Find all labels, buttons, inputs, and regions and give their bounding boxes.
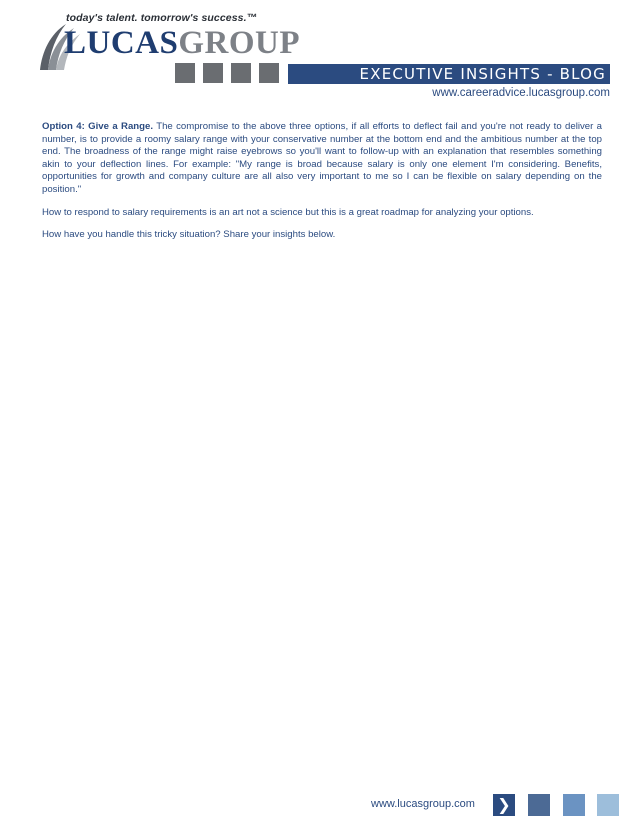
- option4-paragraph: [42, 121, 602, 197]
- decor-square: [259, 63, 279, 83]
- chevron-right-icon: ❯: [497, 795, 511, 814]
- section-title-bar: [288, 64, 610, 84]
- footer-decor-box: [597, 794, 619, 816]
- option4-text: The compromise to the above three options, if all efforts to deflect fail and you're not ready to deliver a number, is to provide a roomy salary range with your conservative number at the bottom end and the ambitious number at the top end. The broadness of the range might raise eyebrows so you'll want to follow-up with an explanation that resembles something akin to your deflection lines. For example: "My range is broad because salary is only one element I'm considering. Benefits, opportunities for growth and company culture are all also very important to me so I can be flexible on salary depending on the position.": [42, 121, 603, 195]
- roadmap-paragraph: How to respond to salary requirements is an art not a science but this is a great roadmap for analyzing your options.: [42, 206, 534, 218]
- decor-square: [175, 63, 195, 83]
- career-advice-link[interactable]: www.careeradvice.lucasgroup.com: [432, 87, 610, 99]
- section-title: EXECUTIVE INSIGHTS - BLOG: [359, 65, 606, 83]
- brand-wordmark: [64, 25, 300, 61]
- call-to-action-paragraph: How have you handle this tricky situation? Share your insights below.: [42, 229, 336, 241]
- footer-link[interactable]: www.lucasgroup.com: [371, 798, 475, 810]
- decor-square: [203, 63, 223, 83]
- option4-heading: Option 4: Give a Range.: [42, 121, 154, 132]
- footer-decor-box: [528, 794, 550, 816]
- decor-square: [231, 63, 251, 83]
- article-body: [42, 121, 602, 252]
- brand-tagline: today's talent. tomorrow's success.™: [66, 12, 258, 24]
- brand-wordmark-part2: GROUP: [178, 25, 301, 61]
- footer-decor-box: [563, 794, 585, 816]
- brand-wordmark-part1: LUCAS: [64, 25, 179, 61]
- next-page-button[interactable]: [493, 794, 515, 816]
